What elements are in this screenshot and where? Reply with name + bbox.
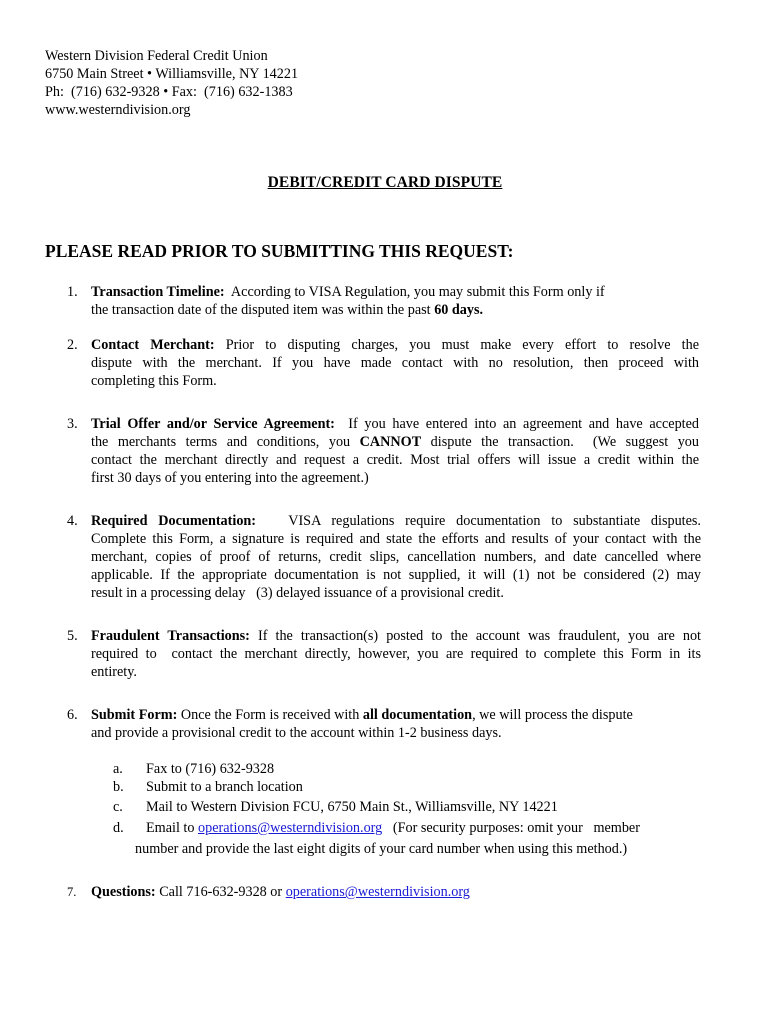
list-item-trial-offer	[67, 415, 700, 487]
item-text: the merchants terms and conditions, you	[91, 434, 360, 450]
item-heading: Required Documentation:	[91, 513, 257, 529]
option-letter: b.	[113, 779, 124, 795]
item-text: applicable. If the appropriate documentation is not supplied, it will (1) not be considered (2) may	[91, 567, 701, 583]
item-text: dispute with the merchant. If you have made contact with no resolution, then proceed with	[91, 355, 699, 371]
item-text: If you have entered into an agreement and have accepted	[334, 416, 700, 432]
item-text: If the transaction(s) posted to the account was fraudulent, you are not	[249, 628, 701, 644]
operations-email-link[interactable]: operations@westerndivision.org	[198, 820, 383, 836]
item-number: 7.	[67, 885, 77, 899]
document-title: DEBIT/CREDIT CARD DISPUTE	[267, 174, 503, 191]
list-item-questions	[67, 883, 699, 901]
option-text: Mail to Western Division FCU, 6750 Main St., Williamsville, NY 14221	[146, 799, 558, 815]
item-heading: Fraudulent Transactions:	[91, 628, 250, 644]
item-text: first 30 days of you entering into the agreement.)	[91, 470, 369, 486]
item-text: dispute the transaction. (We suggest you	[421, 434, 699, 450]
item-emphasis: 60 days.	[434, 302, 484, 318]
letterhead	[45, 47, 298, 119]
questions-email-link[interactable]: operations@westerndivision.org	[285, 884, 470, 900]
option-text: Fax to (716) 632-9328	[146, 761, 275, 777]
item-number: 1.	[67, 284, 78, 300]
org-phone-fax: Ph: (716) 632-9328 • Fax: (716) 632-1383	[45, 84, 293, 100]
option-text: Email to	[146, 820, 199, 836]
item-emphasis: CANNOT	[359, 434, 422, 450]
item-text: Complete this Form, a signature is required and state the efforts and results of your contact with the	[91, 531, 701, 547]
option-text: (For security purposes: omit your member	[382, 820, 640, 836]
option-text: Submit to a branch location	[146, 779, 303, 795]
item-text: completing this Form.	[91, 373, 217, 389]
notice-heading: PLEASE READ PRIOR TO SUBMITTING THIS REQUEST:	[45, 241, 514, 261]
list-item-transaction-timeline	[67, 283, 699, 319]
item-heading: Contact Merchant:	[91, 337, 215, 353]
item-number: 4.	[67, 513, 78, 529]
item-text: VISA regulations require documentation to substantiate disputes.	[256, 513, 701, 529]
item-heading: Transaction Timeline:	[91, 284, 225, 300]
item-number: 5.	[67, 628, 78, 644]
item-text: entirety.	[91, 664, 137, 680]
option-letter: c.	[113, 799, 123, 815]
item-text: Prior to disputing charges, you must make every effort to resolve the	[214, 337, 699, 353]
list-item-required-documentation	[67, 512, 701, 602]
item-text: , we will process the dispute	[472, 707, 633, 723]
org-website: www.westerndivision.org	[45, 102, 191, 118]
item-number: 3.	[67, 416, 78, 432]
option-letter: d.	[113, 820, 124, 836]
list-item-submit-form	[67, 706, 699, 742]
item-text: Call 716-632-9328 or	[155, 884, 286, 900]
option-letter: a.	[113, 761, 123, 777]
org-address: 6750 Main Street • Williamsville, NY 14221	[45, 66, 299, 82]
submit-option-email-note: number and provide the last eight digits of your card number when using this method.)	[135, 841, 628, 857]
item-text: and provide a provisional credit to the account within 1-2 business days.	[91, 725, 502, 741]
item-text: result in a processing delay (3) delayed issuance of a provisional credit.	[91, 585, 504, 601]
item-heading: Questions:	[91, 884, 156, 900]
item-emphasis: all documentation	[362, 707, 473, 723]
item-text: contact the merchant directly and request a credit. Most trial offers will issue a credit within the	[91, 452, 699, 468]
list-item-fraudulent-transactions	[67, 627, 701, 681]
item-text: required to contact the merchant directly, however, you are required to complete this Form in its	[91, 646, 701, 662]
item-number: 6.	[67, 707, 78, 723]
item-text: merchant, copies of proof of returns, credit slips, cancellation numbers, and date cancelled where	[91, 549, 701, 565]
item-text: Once the Form is received with	[177, 707, 363, 723]
list-item-contact-merchant	[67, 336, 699, 390]
item-heading: Submit Form:	[91, 707, 178, 723]
item-heading: Trial Offer and/or Service Agreement:	[91, 416, 335, 432]
item-text: According to VISA Regulation, you may submit this Form only if	[224, 284, 605, 300]
item-text: the transaction date of the disputed item was within the past	[91, 302, 435, 318]
item-number: 2.	[67, 337, 78, 353]
org-name: Western Division Federal Credit Union	[45, 48, 268, 64]
